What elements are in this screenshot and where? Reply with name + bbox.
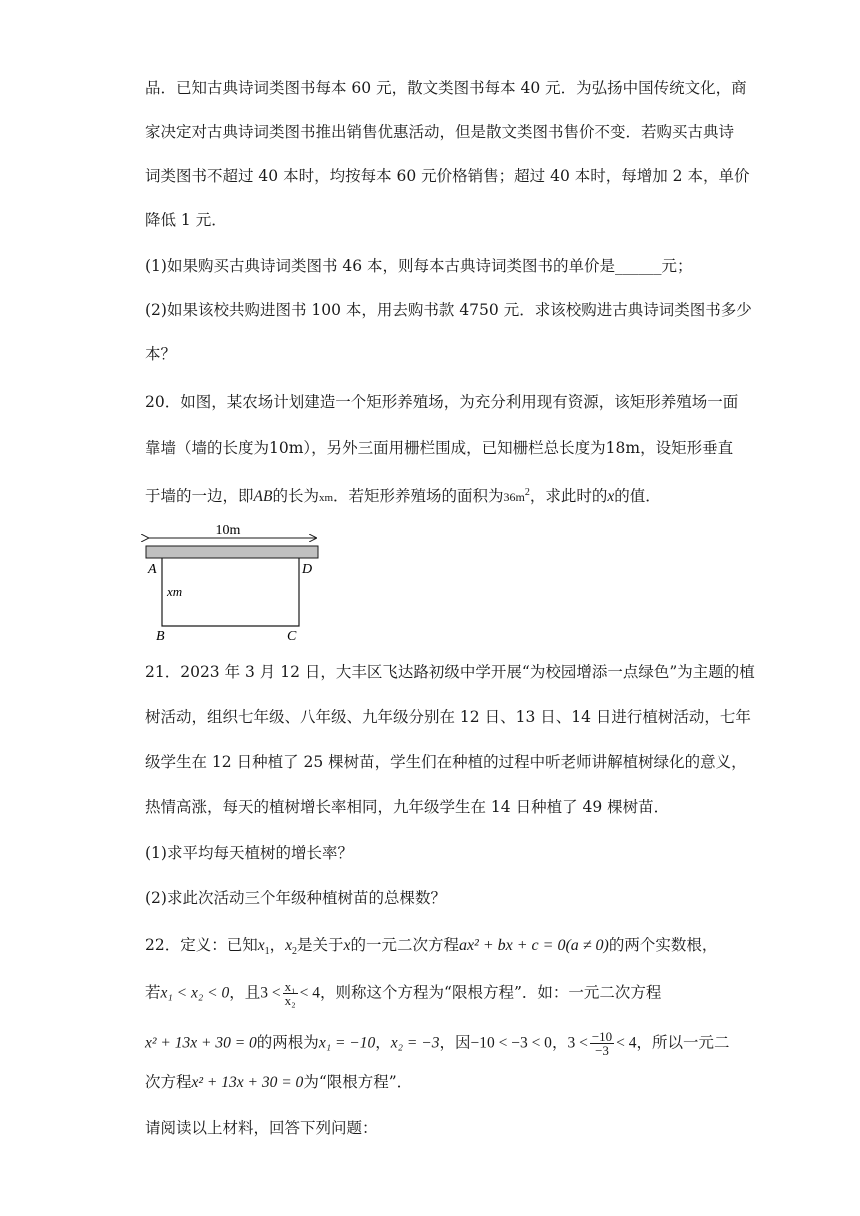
point-b-label: B [156,629,165,644]
wall [146,546,318,558]
math-expr: x₂ = −3 [390,1034,440,1052]
question-21-part-2: (2)求此次活动三个年级种植树苗的总棵数？ [145,889,446,907]
text-line [145,1030,730,1057]
text-line: 热情高涨，每天的植树增长率相同，九年级学生在 14 日种植了 49 棵树苗． [145,798,670,816]
text-line [145,1072,412,1093]
text-run: 是关于 [297,936,344,954]
math-var: AB [253,488,273,506]
math-expr: < 4 [299,984,321,1002]
math-equation: ax² + bx + c = 0(a ≠ 0) [458,937,609,954]
text-line: 请阅读以上材料，回答下列问题： [145,1119,378,1137]
point-c-label: C [287,629,297,644]
math-expr: x₁ = −10 [318,1034,376,1052]
math-sub: 2 [292,946,298,958]
math-equation: x² + 13x + 30 = 0 [145,1034,257,1052]
text-run: ， [551,1033,568,1052]
text-run: 为“限根方程”． [303,1073,413,1091]
math-expr: < 4 [616,1034,637,1052]
fraction [590,1030,614,1057]
text-line: 品．已知古典诗词类图书每本 60 元，散文类图书每本 40 元．为弘扬中国传统文化，商 [145,79,747,97]
text-line: 级学生在 12 日种植了 25 棵树苗，学生们在种植的过程中听老师讲解植树绿化的意义， [145,753,747,771]
text-run: 若 [145,983,161,1002]
text-line: 词类图书不超过 40 本时，均按每本 60 元价格销售；超过 40 本时，每增加 2 本，单价 [145,167,750,185]
text-run: ，求此时的 [529,487,608,506]
text-run: ，且 [229,983,261,1002]
question-21-title: 21．2023 年 3 月 12 日，大丰区飞达路初级中学开展“为校园增添一点绿色”为主题的植 [145,663,755,681]
math-var: xm [318,492,334,505]
question-20-title: 20．如图，某农场计划建造一个矩形养殖场，为充分利用现有资源，该矩形养殖场一面 [145,393,739,411]
question-19-part-2: (2)如果该校共购进图书 100 本，用去购书款 4750 元．求该校购进古典诗词类图书多少 [145,301,752,319]
point-d-label: D [302,562,313,577]
text-run: 22．定义：已知 [145,936,258,954]
fraction-numerator: x₁ [284,979,296,994]
text-line: 家决定对古典诗词类图书推出销售优惠活动，但是散文类图书售价不变．若购买古典诗 [145,123,735,141]
text-line: 靠墙（墙的长度为10m），另外三面用栅栏围成，已知栅栏总长度为18m，设矩形垂直 [145,439,734,457]
text-run: ， [269,936,286,954]
text-line [145,483,661,508]
side-length-label: xm [167,584,183,599]
fence [162,558,299,626]
math-var: x [343,937,351,954]
text-line [145,980,661,1007]
math-expr: 3 < [260,984,281,1002]
text-run: 于墙的一边，即 [145,487,254,506]
text-run: 的值． [614,487,661,506]
text-run: 次方程 [145,1073,192,1091]
farm-rectangle-figure [140,518,330,644]
question-19-part-1: (1)如果购买古典诗词类图书 46 本，则每本古典诗词类图书的单价是______元； [145,257,693,275]
text-run: ．若矩形养殖场的面积为 [333,487,504,506]
text-run: ，因 [439,1033,471,1052]
wall-length-label: 10m [215,523,241,538]
fraction-denominator: x₂ [284,993,296,1008]
math-equation: x² + 13x + 30 = 0 [191,1074,304,1091]
math-inequality: x₁ < x₂ < 0 [160,984,230,1002]
text-run: ，则称这个方程为“限根方程”．如：一元二次方程 [320,983,662,1002]
text-line: 本？ [145,345,177,363]
math-var: x [257,937,265,954]
math-var: x [607,488,615,506]
math-expr: 3 < [567,1034,588,1052]
text-run: ，所以一元二 [636,1033,730,1052]
text-run: ， [375,1033,391,1052]
question-22-definition [145,935,717,962]
point-a-label: A [148,562,157,577]
math-inequality: −10 < −3 < 0 [470,1034,552,1052]
text-run: 的两根为 [256,1033,319,1052]
text-line: 降低 1 元． [145,211,227,229]
math-sub: 1 [264,946,270,958]
text-run: 的长为 [272,487,319,506]
fraction [283,980,298,1007]
math-expr: 36m [503,490,525,505]
math-sup: 2 [524,487,530,498]
text-run: 的两个实数根， [608,936,718,954]
question-21-part-1: (1)求平均每天植树的增长率？ [145,844,353,862]
fraction-denominator: −3 [595,1043,609,1058]
text-line: 树活动，组织七年级、八年级、九年级分别在 12 日、13 日、14 日进行植树活动，七年 [145,708,751,726]
math-var: x [285,937,293,954]
text-run: 的一元二次方程 [350,936,459,954]
fraction-numerator: −10 [591,1029,613,1044]
